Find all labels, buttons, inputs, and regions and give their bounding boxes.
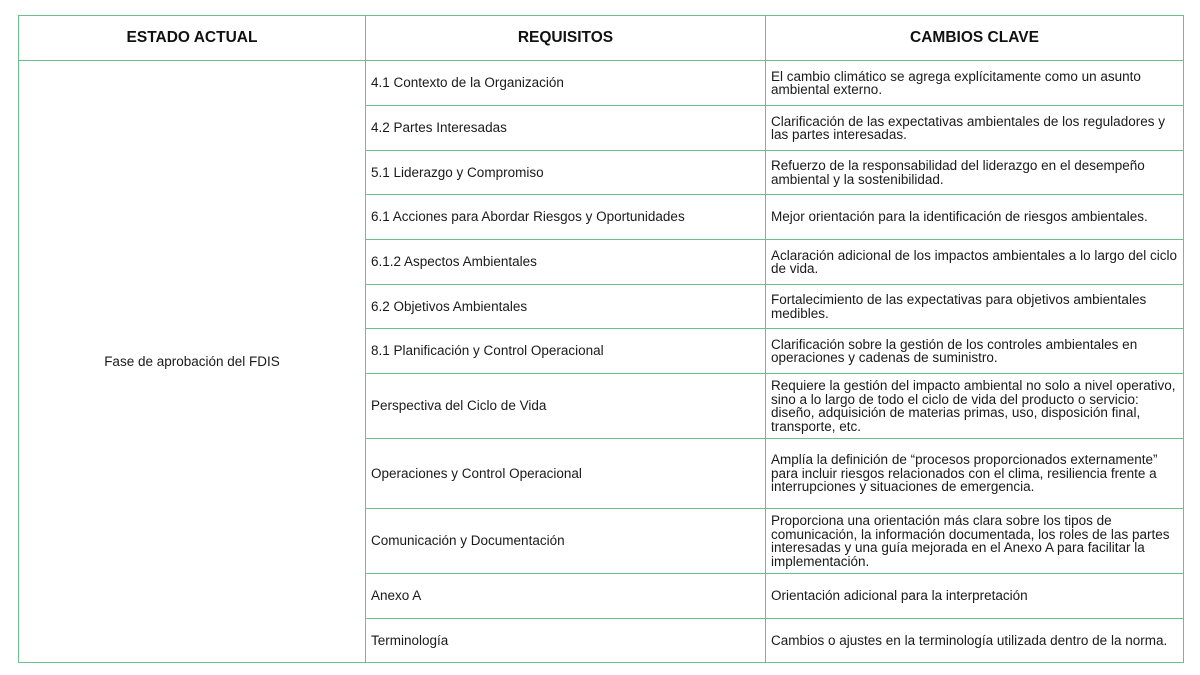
cambio-clave-cell: Orientación adicional para la interpretación (766, 574, 1184, 619)
requisito-cell: Comunicación y Documentación (366, 509, 766, 574)
cambio-clave-cell: Amplía la definición de “procesos proporcionados externamente” para incluir riesgos relacionados con el clima, resiliencia frente a interrupciones y situaciones de emergencia. (766, 439, 1184, 509)
header-requisitos: REQUISITOS (366, 16, 766, 61)
cambio-clave-cell: Cambios o ajustes en la terminología utilizada dentro de la norma. (766, 619, 1184, 663)
requisito-cell: 6.1 Acciones para Abordar Riesgos y Oportunidades (366, 195, 766, 240)
cambio-clave-cell: Clarificación sobre la gestión de los controles ambientales en operaciones y cadenas de suministro. (766, 329, 1184, 374)
cambio-clave-cell: Fortalecimiento de las expectativas para objetivos ambientales medibles. (766, 285, 1184, 329)
cambio-clave-cell: Mejor orientación para la identificación de riesgos ambientales. (766, 195, 1184, 240)
requisito-cell: Terminología (366, 619, 766, 663)
requisito-cell: 6.1.2 Aspectos Ambientales (366, 240, 766, 285)
header-row (19, 16, 1184, 61)
requisito-cell: Anexo A (366, 574, 766, 619)
requisito-cell: 4.1 Contexto de la Organización (366, 61, 766, 106)
requisito-cell: 6.2 Objetivos Ambientales (366, 285, 766, 329)
requisito-cell: 8.1 Planificación y Control Operacional (366, 329, 766, 374)
cambio-clave-cell: Clarificación de las expectativas ambientales de los reguladores y las partes interesadas. (766, 106, 1184, 151)
cambio-clave-cell: El cambio climático se agrega explícitamente como un asunto ambiental externo. (766, 61, 1184, 106)
header-estado-actual: ESTADO ACTUAL (19, 16, 366, 61)
table-row (19, 61, 1184, 106)
requisito-cell: 4.2 Partes Interesadas (366, 106, 766, 151)
estado-actual-cell: Fase de aprobación del FDIS (19, 61, 366, 663)
cambio-clave-cell: Refuerzo de la responsabilidad del liderazgo en el desempeño ambiental y la sostenibilidad. (766, 151, 1184, 195)
cambio-clave-cell: Requiere la gestión del impacto ambiental no solo a nivel operativo, sino a lo largo de todo el ciclo de vida del producto o servicio: diseño, adquisición de materias primas, uso, disposición final, transporte, etc. (766, 374, 1184, 439)
cambio-clave-cell: Aclaración adicional de los impactos ambientales a lo largo del ciclo de vida. (766, 240, 1184, 285)
cambio-clave-cell: Proporciona una orientación más clara sobre los tipos de comunicación, la información documentada, los roles de las partes interesadas y una guía mejorada en el Anexo A para facilitar la implementación. (766, 509, 1184, 574)
header-cambios-clave: CAMBIOS CLAVE (766, 16, 1184, 61)
requisito-cell: Perspectiva del Ciclo de Vida (366, 374, 766, 439)
requirements-table (18, 15, 1184, 663)
requisito-cell: Operaciones y Control Operacional (366, 439, 766, 509)
requisito-cell: 5.1 Liderazgo y Compromiso (366, 151, 766, 195)
